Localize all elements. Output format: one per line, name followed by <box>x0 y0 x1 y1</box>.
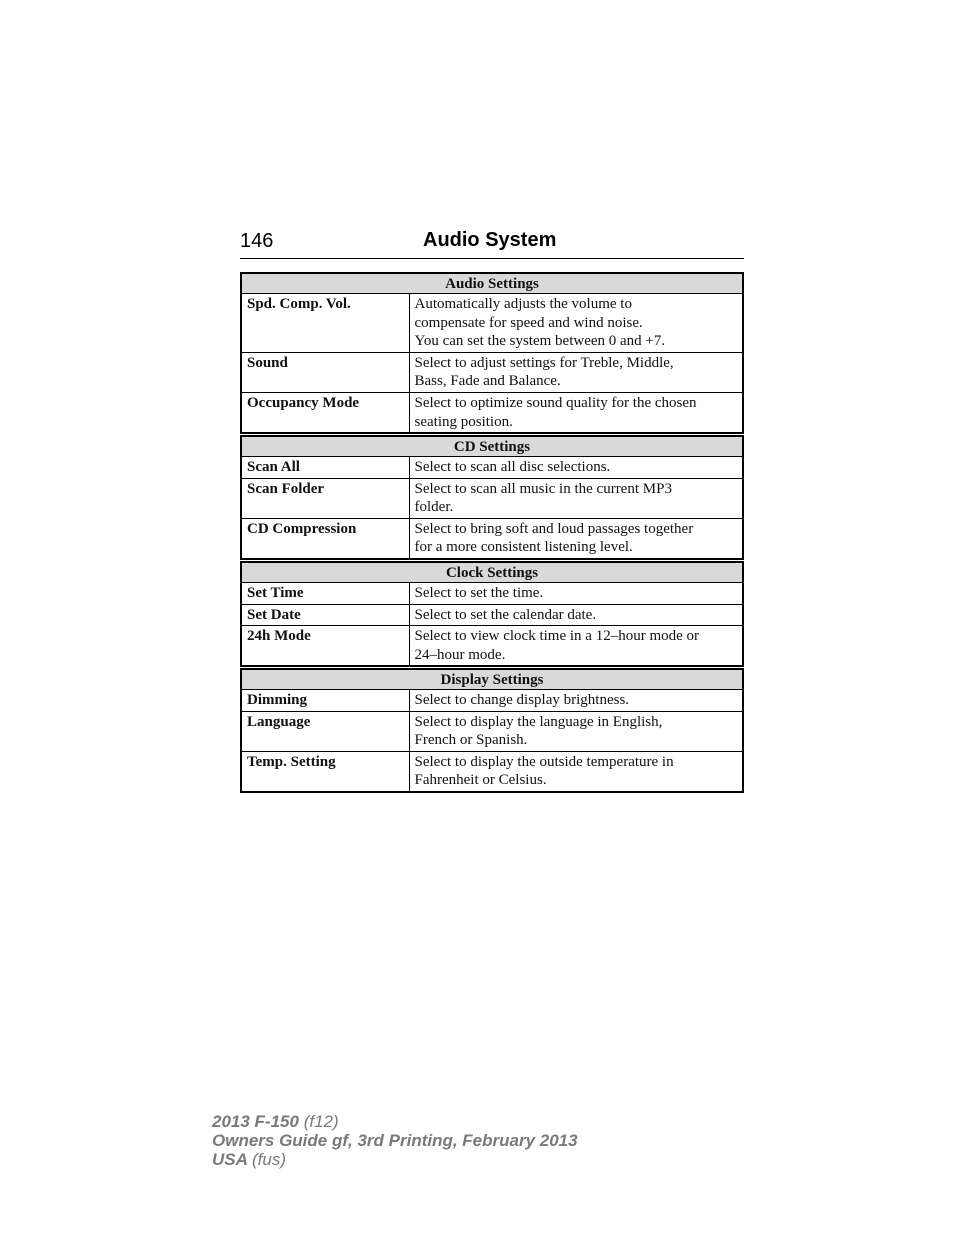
setting-name: Occupancy Mode <box>241 392 409 433</box>
footer-model-code: (f12) <box>303 1112 339 1131</box>
setting-description <box>409 392 743 433</box>
setting-name: Set Time <box>241 583 409 605</box>
description-line: Select to display the outside temperature in <box>414 753 674 770</box>
description-line: Select to set the time. <box>414 585 544 601</box>
description-line: Select to display the language in English, <box>414 713 663 730</box>
description-line: 24–hour mode. <box>414 646 506 663</box>
table-row <box>241 711 743 751</box>
setting-description <box>409 604 743 626</box>
footer-line-2: Owners Guide gf, 3rd Printing, February 2013 <box>212 1131 578 1150</box>
table-title: Audio Settings <box>241 273 743 294</box>
table-row <box>241 352 743 392</box>
table-row <box>241 583 743 605</box>
description-line: for a more consistent listening level. <box>414 539 633 556</box>
table-title: Display Settings <box>241 669 743 690</box>
setting-name: 24h Mode <box>241 626 409 667</box>
setting-name: Set Date <box>241 604 409 626</box>
table-row <box>241 457 743 479</box>
table-row <box>241 518 743 559</box>
footer-market: USA <box>212 1150 248 1169</box>
setting-description <box>409 711 743 751</box>
footer-line-3 <box>212 1150 578 1169</box>
description-line: You can set the system between 0 and +7. <box>414 333 666 350</box>
description-line: Select to change display brightness. <box>414 692 630 708</box>
setting-name: Scan All <box>241 457 409 479</box>
page-header <box>240 228 744 259</box>
description-line: Select to scan all disc selections. <box>414 459 611 475</box>
description-line: Select to view clock time in a 12–hour mode or <box>414 628 700 645</box>
document-footer <box>212 1112 578 1169</box>
settings-table <box>240 435 744 560</box>
settings-table <box>240 272 744 434</box>
setting-name: Scan Folder <box>241 478 409 518</box>
setting-description <box>409 751 743 792</box>
table-row <box>241 392 743 433</box>
setting-description <box>409 352 743 392</box>
description-line: folder. <box>414 499 454 516</box>
footer-line-1 <box>212 1112 578 1131</box>
setting-name: CD Compression <box>241 518 409 559</box>
setting-description <box>409 518 743 559</box>
footer-model: 2013 F-150 <box>212 1112 299 1131</box>
table-row <box>241 751 743 792</box>
setting-name: Dimming <box>241 690 409 712</box>
table-title: CD Settings <box>241 436 743 457</box>
description-line: Fahrenheit or Celsius. <box>414 772 547 789</box>
setting-description <box>409 690 743 712</box>
table-row <box>241 478 743 518</box>
setting-description <box>409 294 743 353</box>
setting-description <box>409 457 743 479</box>
footer-market-code: (fus) <box>252 1150 286 1169</box>
description-line: seating position. <box>414 413 513 430</box>
setting-description <box>409 583 743 605</box>
section-title: Audio System <box>423 229 557 251</box>
table-row <box>241 294 743 353</box>
description-line: Automatically adjusts the volume to <box>414 296 632 312</box>
setting-description <box>409 478 743 518</box>
table-row <box>241 604 743 626</box>
description-line: Bass, Fade and Balance. <box>414 373 561 390</box>
settings-table <box>240 668 744 793</box>
setting-description <box>409 626 743 667</box>
setting-name: Temp. Setting <box>241 751 409 792</box>
page-number: 146 <box>240 230 274 252</box>
description-line: Select to optimize sound quality for the chosen <box>414 394 697 411</box>
setting-name: Sound <box>241 352 409 392</box>
description-line: Select to set the calendar date. <box>414 606 597 623</box>
description-line: Select to adjust settings for Treble, Middle, <box>414 354 674 371</box>
setting-name: Spd. Comp. Vol. <box>241 294 409 353</box>
description-line: French or Spanish. <box>414 732 528 749</box>
description-line: Select to scan all music in the current MP3 <box>414 480 672 497</box>
description-line: Select to bring soft and loud passages together <box>414 520 694 537</box>
description-line: compensate for speed and wind noise. <box>414 314 643 331</box>
setting-name: Language <box>241 711 409 751</box>
table-title: Clock Settings <box>241 562 743 583</box>
settings-table <box>240 561 744 667</box>
table-row <box>241 626 743 667</box>
table-row <box>241 690 743 712</box>
